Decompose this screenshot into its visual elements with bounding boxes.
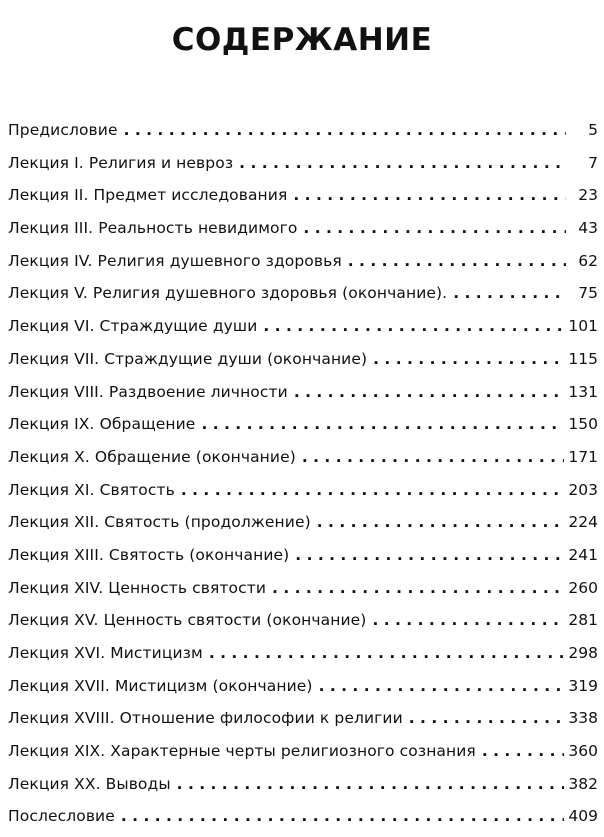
- toc-entry: [8, 576, 598, 609]
- dot-leader: [317, 510, 565, 534]
- dot-leader: [177, 772, 565, 796]
- toc-entry-page-number: 281: [568, 611, 598, 630]
- toc-entry-title: Лекция XV. Ценность святости (окончание): [8, 611, 367, 630]
- dot-leader: [302, 445, 565, 469]
- toc-entry-page-number: 203: [568, 480, 598, 499]
- toc-entry-title: Лекция XVII. Мистицизм (окончание): [8, 676, 313, 695]
- toc-entry: [8, 706, 598, 739]
- table-of-contents: [8, 118, 598, 837]
- toc-entry: [8, 543, 598, 576]
- toc-entry-page-number: 62: [578, 251, 598, 270]
- toc-entry: [8, 380, 598, 413]
- toc-entry-title: Лекция XIII. Святость (окончание): [8, 545, 290, 564]
- dot-leader: [181, 478, 565, 502]
- toc-entry-page-number: 298: [568, 644, 598, 662]
- dot-leader: [294, 380, 565, 404]
- toc-entry-title: Лекция XIX. Характерные черты религиозного сознания: [8, 742, 476, 761]
- toc-entry-title: Лекция XVI. Мистицизм: [8, 644, 203, 662]
- toc-entry-title: Лекция V. Религия душевного здоровья (окончание).: [8, 284, 448, 303]
- dot-leader: [295, 543, 564, 567]
- toc-entry: [8, 608, 598, 641]
- toc-entry-page-number: 5: [588, 121, 598, 139]
- toc-entry: [8, 281, 598, 314]
- toc-entry-page-number: 382: [568, 774, 598, 793]
- toc-entry-page-number: 360: [568, 742, 598, 761]
- dot-leader: [303, 216, 566, 240]
- dot-leader: [209, 641, 565, 665]
- dot-leader: [348, 249, 566, 273]
- toc-entry-page-number: 7: [588, 153, 598, 172]
- toc-entry-page-number: 101: [568, 317, 598, 336]
- toc-entry: [8, 641, 598, 674]
- page-title: СОДЕРЖАНИЕ: [171, 21, 433, 58]
- dot-leader: [409, 706, 565, 730]
- toc-entry-page-number: 224: [568, 513, 598, 532]
- toc-entry: [8, 772, 598, 805]
- toc-entry-page-number: 150: [568, 415, 598, 434]
- toc-entry-title: Послесловие: [8, 807, 115, 826]
- dot-leader: [272, 576, 564, 600]
- toc-entry: [8, 151, 598, 184]
- dot-leader: [263, 314, 564, 338]
- dot-leader: [121, 804, 565, 828]
- toc-entry: [8, 739, 598, 772]
- toc-entry-page-number: 241: [568, 545, 598, 564]
- toc-entry-page-number: 131: [568, 382, 598, 401]
- toc-entry-page-number: 409: [568, 807, 598, 826]
- dot-leader: [372, 608, 564, 632]
- toc-entry: [8, 183, 598, 216]
- dot-leader: [201, 412, 564, 436]
- toc-entry: [8, 804, 598, 837]
- toc-entry: [8, 412, 598, 445]
- dot-leader: [482, 739, 565, 763]
- toc-entry-title: Лекция XX. Выводы: [8, 774, 171, 793]
- toc-entry: [8, 510, 598, 543]
- dot-leader: [239, 151, 566, 175]
- toc-entry-title: Предисловие: [8, 121, 118, 139]
- dot-leader: [319, 674, 565, 698]
- toc-entry-title: Лекция XVIII. Отношение философии к религии: [8, 709, 403, 728]
- dot-leader: [293, 183, 566, 207]
- toc-entry-title: Лекция X. Обращение (окончание): [8, 447, 296, 466]
- toc-entry-page-number: 115: [568, 349, 598, 368]
- toc-entry: [8, 118, 598, 151]
- toc-entry-page-number: 23: [578, 186, 598, 205]
- toc-entry-title: Лекция XIV. Ценность святости: [8, 578, 267, 597]
- toc-entry-title: Лекция IV. Религия душевного здоровья: [8, 251, 342, 270]
- toc-entry-title: Лекция XII. Святость (продолжение): [8, 513, 311, 532]
- toc-entry-page-number: 43: [578, 219, 598, 238]
- toc-entry-title: Лекция I. Религия и невроз: [8, 153, 234, 172]
- toc-entry-page-number: 75: [578, 284, 598, 303]
- dot-leader: [373, 347, 564, 371]
- toc-entry: [8, 478, 598, 511]
- toc-entry: [8, 445, 598, 478]
- toc-entry-page-number: 171: [568, 447, 598, 466]
- toc-entry: [8, 347, 598, 380]
- toc-entry-page-number: 319: [568, 676, 598, 695]
- toc-entry: [8, 314, 598, 347]
- toc-entry: [8, 674, 598, 707]
- toc-entry-title: Лекция III. Реальность невидимого: [8, 219, 298, 238]
- toc-entry: [8, 249, 598, 282]
- toc-entry-title: Лекция VII. Страждущие души (окончание): [8, 349, 368, 368]
- toc-entry-page-number: 260: [568, 578, 598, 597]
- dot-leader: [453, 281, 566, 305]
- toc-entry-page-number: 338: [568, 709, 598, 728]
- dot-leader: [124, 118, 566, 142]
- toc-entry-title: Лекция VIII. Раздвоение личности: [8, 382, 288, 401]
- toc-entry-title: Лекция VI. Страждущие души: [8, 317, 258, 336]
- toc-entry: [8, 216, 598, 249]
- toc-entry-title: Лекция XI. Святость: [8, 480, 175, 499]
- toc-entry-title: Лекция IX. Обращение: [8, 415, 196, 434]
- toc-entry-title: Лекция II. Предмет исследования: [8, 186, 288, 205]
